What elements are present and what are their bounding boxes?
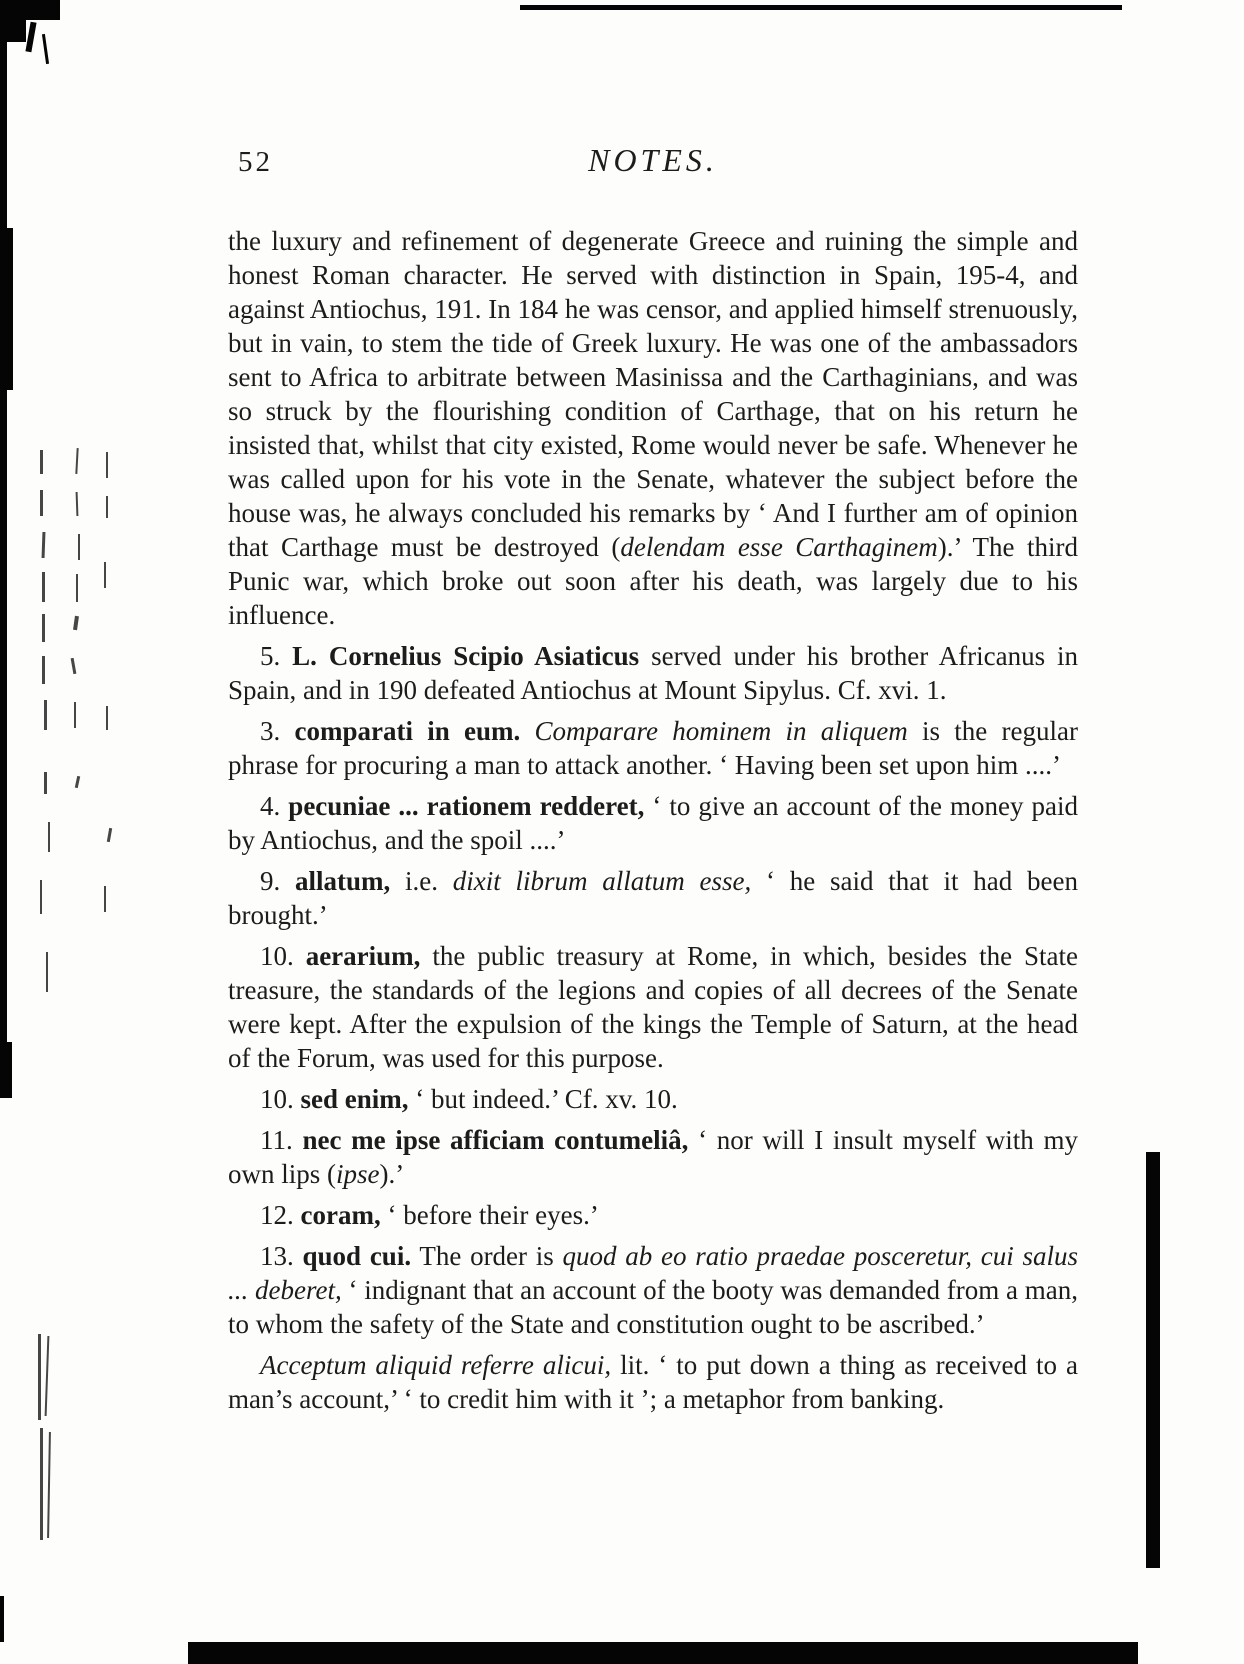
paragraph (228, 939, 1078, 1075)
plain-text: 10. (260, 941, 306, 971)
margin-mark (104, 562, 106, 588)
lemma-text: sed enim, (300, 1084, 409, 1114)
margin-mark (40, 880, 42, 914)
margin-mark (73, 616, 79, 630)
plain-text: the public treasury at Rome, in which, besides the State treasure, the standards of the legions and copies of all decrees of the Senate were kept. After the expulsion of the kings the Temple of Saturn, at the head of the Forum, was used for this purpose. (228, 941, 1079, 1073)
plain-text: 13. (260, 1241, 303, 1271)
margin-mark (104, 886, 106, 912)
italic-text: ipse (336, 1159, 380, 1189)
margin-mark (44, 772, 47, 794)
margin-mark (78, 534, 80, 560)
paragraph (228, 1082, 1078, 1116)
margin-mark (45, 1336, 50, 1416)
margin-mark (106, 496, 108, 518)
plain-text: 3. (260, 716, 295, 746)
plain-text: ).’ (379, 1159, 405, 1189)
paragraph (228, 714, 1078, 782)
scan-artifact-left-bottom-mark (0, 1596, 4, 1642)
margin-mark (44, 700, 47, 730)
margin-mark (76, 574, 78, 602)
margin-mark (107, 828, 112, 842)
margin-mark (71, 658, 77, 674)
plain-text: the luxury and refinement of degenerate Greece and ruining the simple and honest Roman character. He served with distinction in Spain, 195-4, and against Antiochus, 191. In 184 he was censor, and applied himself strenuously, but in vain, to stem the tide of Greek luxury. He was one of the ambassadors sent to Africa to arbitrate between Masinissa and the Carthaginians, and was so struck by the flourishing condition of Carthage, that on his return he insisted that, whilst that city existed, Rome would never be safe. Whenever he was called upon for his vote in the Senate, whatever the subject before the house was, he always concluded his remarks by ‘ And I further am of opinion that Carthage must be destroyed ( (228, 226, 1078, 562)
plain-text: The order is (411, 1241, 563, 1271)
scan-artifact-left-strip-thick (0, 228, 13, 390)
plain-text: ‘ but indeed.’ Cf. xv. 10. (408, 1084, 678, 1114)
paragraph (228, 1348, 1078, 1416)
italic-text: Comparare hominem in aliquem (534, 716, 908, 746)
italic-text: quod ab eo ratio praedae posceretur, cui salus ... deberet, (228, 1241, 1079, 1305)
plain-text: ‘ he said that it had been brought.’ (228, 866, 1078, 930)
plain-text: ).’ The third Punic war, which broke out soon after his death, was largely due to his influence. (228, 532, 1078, 630)
plain-text: 5. (260, 641, 293, 671)
margin-mark (75, 448, 78, 474)
plain-text: 9. (260, 866, 296, 896)
paragraph (228, 864, 1078, 932)
paragraph (228, 789, 1078, 857)
scan-artifact-top-left-streak1 (25, 22, 36, 53)
lemma-text: allatum, (295, 866, 391, 896)
italic-text: delendam esse Carthaginem (620, 532, 938, 562)
margin-mark (75, 776, 80, 788)
margin-mark (106, 452, 108, 478)
paragraph (228, 1239, 1078, 1341)
plain-text: ‘ indignant that an account of the booty was demanded from a man, to whom the safety of the State and constitution ought to be ascribed.’ (228, 1275, 1078, 1339)
page-number: 52 (238, 146, 273, 178)
lemma-text: nec me ipse afficiam contumeliâ, (302, 1125, 689, 1155)
paragraph (228, 224, 1078, 632)
plain-text: served under his brother Africanus in Spain, and in 190 defeated Antiochus at Mount Sipylus. Cf. xvi. 1. (228, 641, 1079, 705)
lemma-text: comparati in eum. (294, 716, 521, 746)
plain-text (520, 716, 534, 746)
margin-mark (40, 490, 43, 516)
lemma-text: quod cui. (302, 1241, 412, 1271)
paragraph (228, 639, 1078, 707)
notes-body (228, 224, 1078, 1416)
scan-artifact-bottom-bar (188, 1642, 1138, 1664)
page-title: NOTES. (588, 142, 718, 178)
plain-text: ‘ nor will I insult myself with my own lips ( (228, 1125, 1078, 1189)
margin-mark (48, 822, 50, 852)
margin-mark (42, 656, 45, 684)
margin-mark (76, 492, 79, 516)
margin-mark (47, 1432, 51, 1538)
page-header (228, 142, 1078, 188)
plain-text: 10. (260, 1084, 301, 1114)
scan-artifact-top-rule (520, 5, 1122, 10)
margin-mark (40, 450, 43, 474)
plain-text: lit. ‘ to put down a thing as received to a man’s account,’ ‘ to credit him with it ’; a metaphor from banking. (228, 1350, 1078, 1414)
margin-mark (74, 702, 76, 728)
paragraph (228, 1198, 1078, 1232)
plain-text: 4. (260, 791, 289, 821)
plain-text: ‘ to give an account of the money paid by Antiochus, and the spoil ....’ (228, 791, 1079, 855)
plain-text: 11. (260, 1125, 303, 1155)
lemma-text: L. Cornelius Scipio Asiaticus (292, 641, 640, 671)
plain-text: is the regular phrase for procuring a man to attack another. ‘ Having been set upon him ....’ (228, 716, 1079, 780)
lemma-text: aerarium, (305, 941, 421, 971)
margin-mark (42, 572, 45, 602)
margin-mark (46, 952, 48, 992)
scan-artifact-left-blob (0, 1042, 12, 1098)
margin-mark (42, 614, 45, 642)
scan-artifact-right-bar (1146, 1152, 1160, 1568)
plain-text: 12. (260, 1200, 301, 1230)
margin-mark (106, 706, 108, 730)
italic-text: Acceptum aliquid referre alicui, (260, 1350, 612, 1380)
italic-text: dixit librum allatum esse, (452, 866, 752, 896)
margin-mark (40, 1428, 43, 1540)
plain-text: i.e. (390, 866, 453, 896)
paragraph (228, 1123, 1078, 1191)
plain-text: ‘ before their eyes.’ (380, 1200, 599, 1230)
scan-artifact-left-strip (0, 16, 7, 1094)
lemma-text: coram, (300, 1200, 381, 1230)
margin-mark (42, 532, 46, 558)
margin-mark (38, 1334, 41, 1420)
scan-artifact-top-left-streak2 (42, 34, 49, 64)
lemma-text: pecuniae ... rationem redderet, (288, 791, 645, 821)
